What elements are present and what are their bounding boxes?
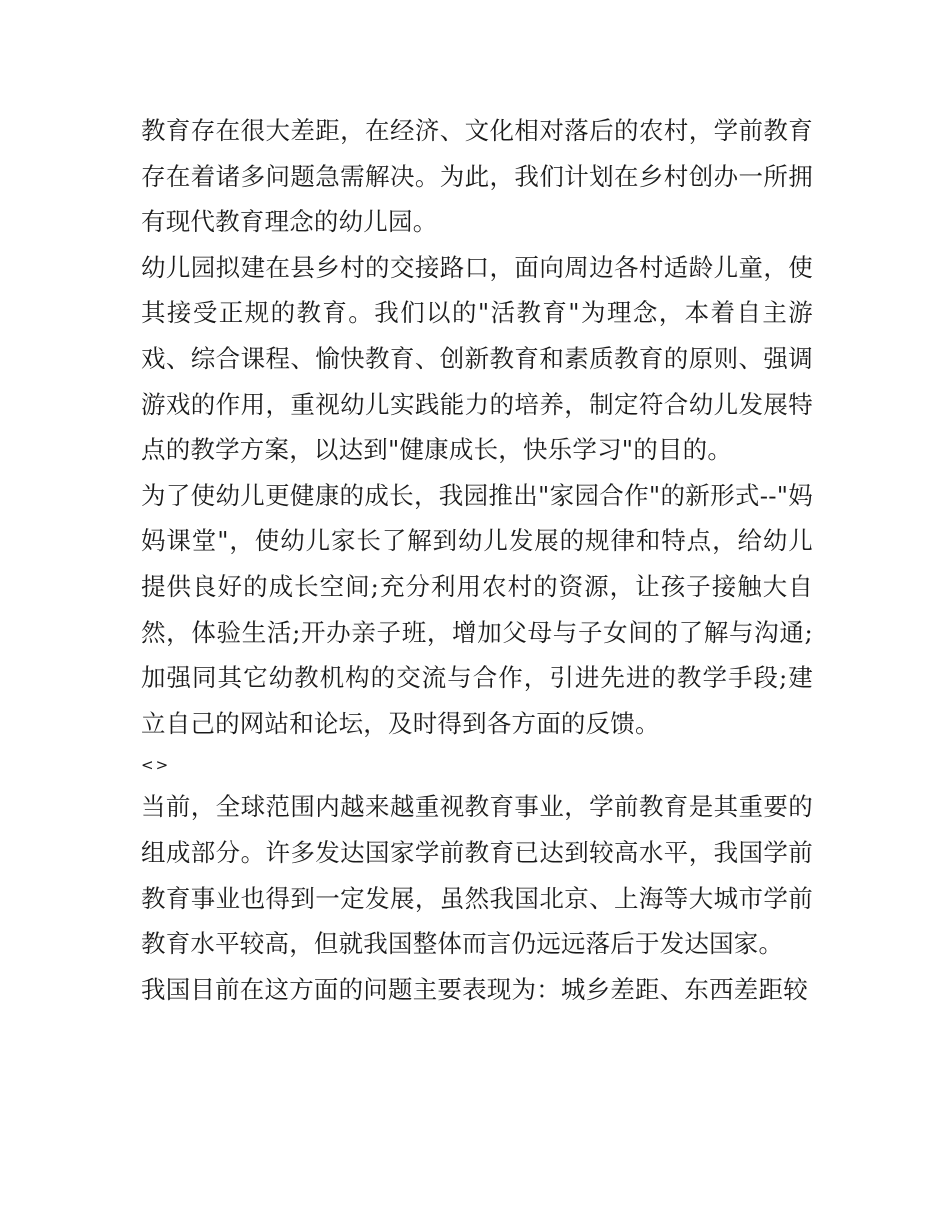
paragraph-5: 我国目前在这方面的问题主要表现为：城乡差距、东西差距较 — [141, 974, 808, 1004]
paragraph-1: 教育存在很大差距，在经济、文化相对落后的农村，学前教育存在着诸多问题急需解决。为此，我们计划在乡村创办一所拥有现代教育理念的幼儿园。 — [141, 116, 813, 237]
paragraph-4: 当前，全球范围内越来越重视教育事业，学前教育是其重要的组成部分。许多发达国家学前教育已达到较高水平，我国学前教育事业也得到一定发展，虽然我国北京、上海等大城市学前教育水平较高，但就我国整体而言仍远远落后于发达国家。 — [141, 792, 813, 959]
section-marker: <> — [141, 756, 171, 775]
paragraph-2: 幼儿园拟建在县乡村的交接路口，面向周边各村适龄儿童，使其接受正规的教育。我们以的"活教育"为理念，本着自主游戏、综合课程、愉快教育、创新教育和素质教育的原则、强调游戏的作用，重视幼儿实践能力的培养，制定符合幼儿发展特点的教学方案，以达到"健康成长，快乐学习"的目的。 — [141, 252, 813, 465]
document-body — [141, 108, 813, 1012]
paragraph-3: 为了使幼儿更健康的成长，我园推出"家园合作"的新形式--"妈妈课堂"，使幼儿家长了解到幼儿发展的规律和特点，给幼儿提供良好的成长空间;充分利用农村的资源，让孩子接触大自然，体验生活;开办亲子班，增加父母与子女间的了解与沟通;加强同其它幼教机构的交流与合作，引进先进的教学手段;建立自己的网站和论坛，及时得到各方面的反馈。 — [141, 480, 813, 738]
